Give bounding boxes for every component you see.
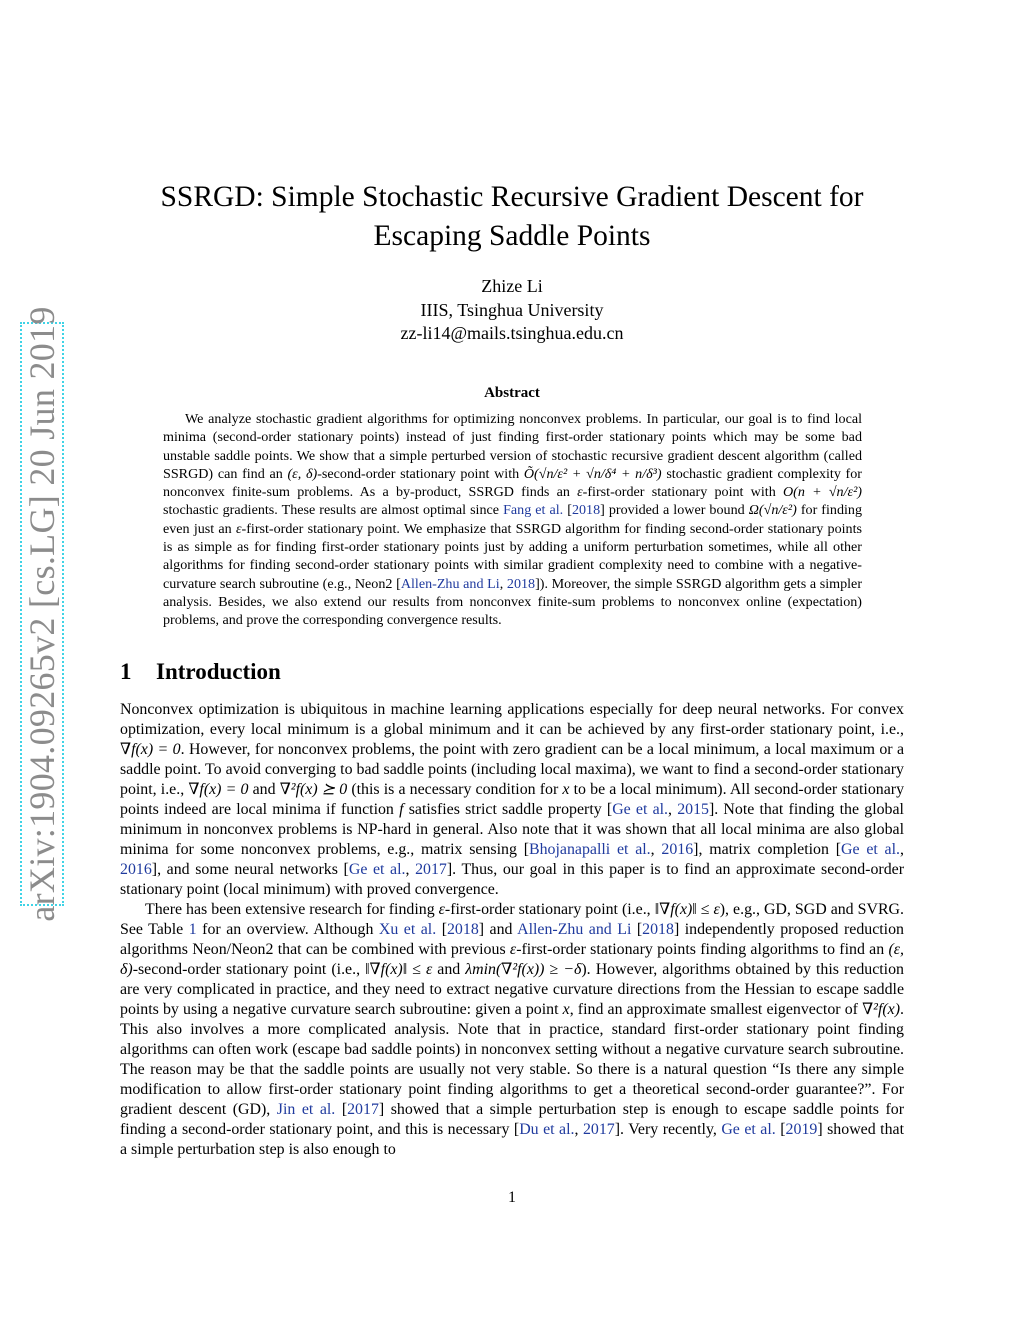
citation-link[interactable]: Ge et al.: [612, 801, 669, 818]
text: ], matrix completion [: [693, 841, 842, 858]
math: (ε, δ): [120, 941, 904, 978]
text: and: [489, 921, 513, 938]
text: satisfies strict saddle property [: [408, 801, 613, 818]
math: λmin(∇²f(x)) ≥ −δ: [465, 961, 582, 978]
math: x: [562, 1001, 570, 1018]
citation-link[interactable]: Bhojanapalli et al.: [528, 841, 651, 858]
title-line-2: Escaping Saddle Points: [373, 220, 651, 252]
math: O(n + √n/ε²): [782, 484, 862, 501]
citation-year-link[interactable]: 2018: [571, 502, 601, 519]
citation-year-link[interactable]: 2017: [415, 861, 447, 878]
text: ), e.g., GD, SGD and SVRG. See Table: [120, 901, 905, 938]
text: , find an approximate smallest eigenvector of: [569, 1001, 858, 1018]
arxiv-id: arXiv:1904.09265v2 [cs.LG] 20 Jun 2019: [22, 306, 62, 922]
paper-title: [120, 178, 904, 256]
table-ref-link[interactable]: 1: [188, 921, 197, 938]
text: stochastic gradient complexity for nonconvex finite-sum problems. As a by-product, SSRGD finds an: [163, 465, 862, 501]
text: ). Moreover, the simple SSRGD algorithm gets a simpler analysis. Besides, we also extend our results from nonconvex finite-sum problems to nonconvex online (expectation) problems, and prove the corresponding convergence results.: [163, 575, 863, 629]
citation-link[interactable]: Allen-Zhu and Li: [400, 575, 500, 592]
page-number: 1: [508, 1189, 516, 1206]
math: ‖∇f(x)‖ ≤ ε: [654, 901, 720, 918]
citation-link[interactable]: Ge et al.: [348, 861, 406, 878]
citation-link[interactable]: Du et al.: [519, 1121, 575, 1138]
math: ∇f(x) = 0: [188, 781, 249, 798]
math: ε: [235, 520, 242, 537]
math: ε: [509, 941, 517, 958]
citation-year-link[interactable]: 2015: [677, 801, 709, 818]
citation-year-link[interactable]: 2016: [661, 841, 694, 858]
text: . However, for nonconvex problems, the point with zero gradient can be a local minimum, a local maximum or a saddle point. To avoid converging to bad saddle points (including local maxima), we want to find a second-order stationary point, i.e.,: [120, 741, 904, 798]
math: ‖∇f(x)‖ ≤ ε: [365, 961, 433, 978]
body-text: [120, 700, 904, 1160]
text: -first-order stationary point (i.e.,: [444, 901, 651, 918]
paragraph-1: Nonconvex optimization is ubiquitous in machine learning applications especially for deep neural networks. For convex optimization, every local minimum is a global minimum and it can be achieved by any first-order stationary point, i.e., ∇f(x) = 0. However, for nonconvex problems, the point with zero gradient can be a local minimum, a local maximum or a saddle point. To avoid converging to bad saddle points (including local maxima), we want to find a second-order stationary point, i.e., ∇f(x) = 0 and ∇²f(x) ⪰ 0 (this is a necessary condition for x to be a local minimum). All second-order stationary points indeed are local minima if function f satisfies strict saddle property [Ge et al., 2015]. Note that finding the global minimum in nonconvex problems is NP-hard in general. Also note that it was shown that all local minima are also global minima for some nonconvex problems, e.g., matrix sensing [Bhojanapalli et al., 2016], matrix completion [Ge et al., 2016], and some neural networks [Ge et al., 2017]. Thus, our goal in this paper is to find an approximate second-order stationary point (local minimum) with proved convergence.: [120, 701, 905, 898]
citation-year-link[interactable]: 2018: [446, 921, 479, 938]
title-line-1: SSRGD: Simple Stochastic Recursive Gradient Descent for: [160, 181, 864, 213]
citation-year-link[interactable]: 2017: [347, 1101, 379, 1118]
citation-year-link[interactable]: 2019: [785, 1121, 818, 1138]
text: to be a local minimum). All second-order stationary points indeed are local minima if function: [120, 781, 905, 818]
section-number: 1: [120, 659, 132, 684]
citation-author: Fang et al.: [503, 502, 564, 519]
citation-year-link[interactable]: 2016: [120, 861, 152, 878]
citation-year-link[interactable]: 2018: [506, 575, 536, 592]
text: ], and some neural networks [: [151, 861, 349, 878]
citation-link[interactable]: Allen-Zhu and Li: [517, 921, 632, 938]
text: -first-order stationary points finding algorithms to find an: [516, 941, 885, 958]
citation-link[interactable]: Xu et al.: [378, 921, 437, 938]
section-heading: [120, 659, 281, 685]
text: -first-order stationary point with: [582, 484, 776, 501]
abstract: [163, 410, 862, 630]
math: f: [399, 801, 404, 818]
citation-link[interactable]: Ge et al.: [721, 1121, 776, 1138]
math: ∇f(x) = 0: [120, 741, 181, 758]
text: showed that a simple perturbation step is also enough to: [120, 1121, 904, 1158]
text: ]. Thus, our goal in this paper is to find an approximate second-order stationary point (local minimum) with proved convergence.: [120, 861, 904, 898]
text: ]. Note that finding the global minimum in nonconvex problems is NP-hard in general. Also note that it was shown that all local minima are also global minima for some nonconvex problems, e.g., matrix sensing [: [120, 801, 904, 858]
author-affiliation: IIIS, Tsinghua University: [420, 299, 604, 320]
text: (this is a necessary condition for: [351, 781, 559, 798]
author-block: [120, 275, 904, 346]
text: stochastic gradients. These results are almost optimal since: [163, 502, 500, 519]
text: and: [252, 781, 276, 798]
author-name: Zhize Li: [481, 276, 543, 296]
text: and: [437, 961, 461, 978]
citation-year-link[interactable]: 2017: [582, 1121, 615, 1138]
text: ]. Very recently,: [614, 1121, 717, 1138]
math: ε: [577, 484, 583, 501]
text: -first-order stationary point. We emphasize that SSRGD algorithm for finding second-order stationary points is as simple as for finding first-order stationary points just by adding a uniform perturbation sometimes, while all other algorithms for finding second-order stationary points with similar gradient complexity need to combine with a negative-curvature search subroutine (e.g., Neon2: [163, 520, 862, 592]
section-title: Introduction: [156, 659, 281, 684]
text: There has been extensive research for finding: [145, 901, 435, 918]
math: Ω(√n/ε²): [748, 502, 797, 519]
math: x: [562, 781, 570, 798]
text: for an overview. Although: [202, 921, 374, 938]
citation-link[interactable]: Jin et al.: [276, 1101, 336, 1118]
author-email: zz-li14@mails.tsinghua.edu.cn: [400, 323, 624, 343]
text: Nonconvex optimization is ubiquitous in machine learning applications especially for deep neural networks. For convex optimization, every local minimum is a global minimum and it can be achieved by any first-order stationary point, i.e.,: [120, 701, 904, 738]
text: ). However, algorithms obtained by this reduction are very complicated in practice, and they need to extract negative curvature directions from the Hessian to escape saddle points by using a negative curvature search subroutine: given a point: [120, 961, 904, 1018]
math: ∇²f(x): [862, 1001, 900, 1018]
math: (ε, δ): [287, 465, 318, 482]
citation-link[interactable]: Ge et al.: [841, 841, 900, 858]
citation-year-link[interactable]: 2018: [642, 921, 674, 938]
citation-link[interactable]: [503, 502, 563, 518]
math: ε: [438, 901, 445, 918]
text: for finding even just an: [163, 502, 863, 537]
text: We analyze stochastic gradient algorithms for optimizing nonconvex problems. In particular, our goal is to find local minima (second-order stationary points) instead of just finding first-order stationary points which may be some bad unstable saddle points. We show that a simple perturbed version of stochastic recursive gradient descent algorithm (called SSRGD) can find an: [163, 411, 862, 482]
text: -second-order stationary point with: [317, 465, 520, 482]
text: independently proposed reduction algorithms Neon/Neon2 that can be combined with previous: [120, 921, 904, 958]
arxiv-stamp: [20, 306, 64, 922]
abstract-paragraph: We analyze stochastic gradient algorithms for optimizing nonconvex problems. In particular, our goal is to find local minima (second-order stationary points) instead of just finding first-order stationary points which may be some bad unstable saddle points. We show that a simple perturbed version of stochastic recursive gradient descent algorithm (called SSRGD) can find an (ε, δ)-second-order stationary point with Õ(√n/ε² + √n/δ⁴ + n/δ³) stochastic gradient complexity for nonconvex finite-sum problems. As a by-product, SSRGD finds an ε-first-order stationary point with O(n + √n/ε²) stochastic gradients. These results are almost optimal since Fang et al. [2018] provided a lower bound Ω(√n/ε²) for finding even just an ε-first-order stationary point. We emphasize that SSRGD algorithm for finding second-order stationary points is as simple as for finding first-order stationary points just by adding a uniform perturbation sometimes, while all other algorithms for finding second-order stationary points with similar gradient complexity need to combine with a negative-curvature search subroutine (e.g., Neon2 [Allen-Zhu and Li, 2018]). Moreover, the simple SSRGD algorithm gets a simpler analysis. Besides, we also extend our results from nonconvex finite-sum problems to nonconvex online (expectation) problems, and prove the corresponding convergence results.: [163, 411, 863, 629]
text: . This also involves a more complicated analysis. Note that in practice, standard first-order stationary point finding algorithms can often work (escape bad saddle points) in nonconvex setting without a negative curvature search subroutine. The reason may be that the saddle points are usually not very stable. So there is a natural question “Is there any simple modification to allow first-order stationary point finding algorithms to get a theoretical second-order guarantee?”. For gradient descent (GD),: [120, 1001, 904, 1118]
math: Õ(√n/ε² + √n/δ⁴ + n/δ³): [523, 465, 662, 482]
math: ∇²f(x) ⪰ 0: [279, 781, 348, 798]
paragraph-2: There has been extensive research for finding ε-first-order stationary point (i.e., ‖∇f(x)‖ ≤ ε), e.g., GD, SGD and SVRG. See Table 1 for an overview. Although Xu et al. [2018] and Allen-Zhu and Li [2018] independently proposed reduction algorithms Neon/Neon2 that can be combined with previous ε-first-order stationary points finding algorithms to find an (ε, δ)-second-order stationary point (i.e., ‖∇f(x)‖ ≤ ε and λmin(∇²f(x)) ≥ −δ). However, algorithms obtained by this reduction are very complicated in practice, and they need to extract negative curvature directions from the Hessian to escape saddle points by using a negative curvature search subroutine: given a point x, find an approximate smallest eigenvector of ∇²f(x). This also involves a more complicated analysis. Note that in practice, standard first-order stationary point finding algorithms can often work (escape bad saddle points) in nonconvex setting without a negative curvature search subroutine. The reason may be that the saddle points are usually not very stable. So there is a natural question “Is there any simple modification to allow first-order stationary point finding algorithms to get a theoretical second-order guarantee?”. For gradient descent (GD), Jin et al. [2017] showed that a simple perturbation step is enough to escape saddle points for finding a second-order stationary point, and this is necessary [Du et al., 2017]. Very recently, Ge et al. [2019] showed that a simple perturbation step is also enough to: [120, 901, 905, 1158]
abstract-heading: Abstract: [484, 385, 540, 401]
text: showed that a simple perturbation step is enough to escape saddle points for finding a second-order stationary point, and this is necessary [: [120, 1101, 905, 1138]
text: provided a lower bound: [608, 502, 745, 519]
text: -second-order stationary point (i.e.,: [132, 961, 361, 978]
